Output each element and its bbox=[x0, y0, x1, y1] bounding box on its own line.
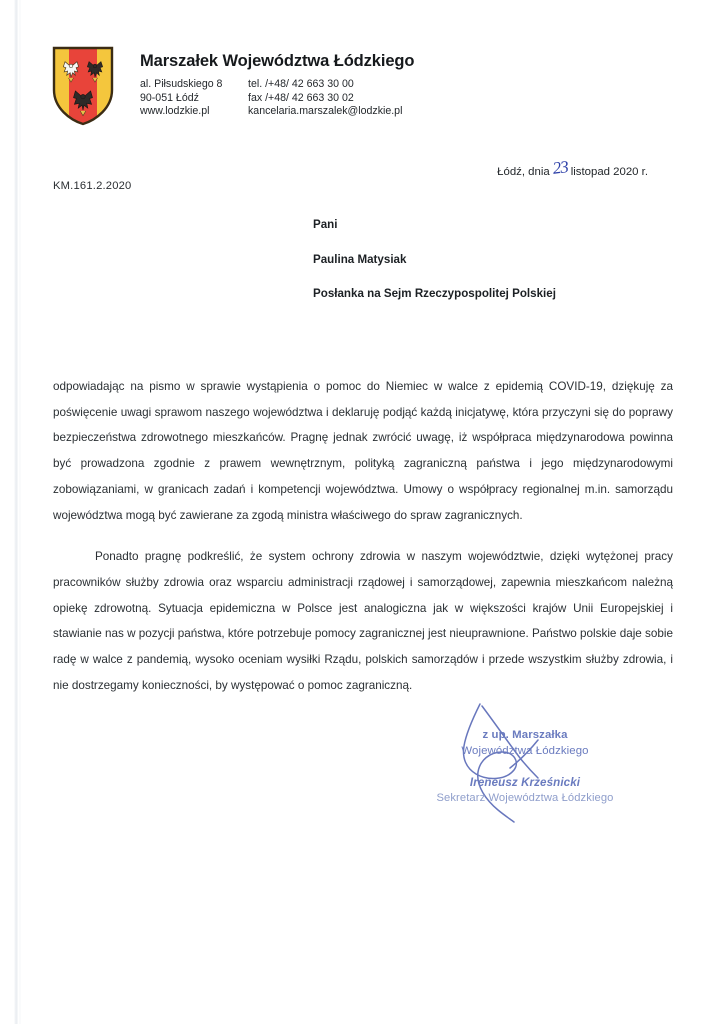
scan-edge-artifact bbox=[14, 0, 18, 1024]
letter-body bbox=[53, 374, 673, 700]
coat-of-arms-icon bbox=[52, 46, 114, 126]
telephone: tel. /+48/ 42 663 30 00 bbox=[248, 78, 354, 90]
address-street: al. Piłsudskiego 8 bbox=[140, 78, 223, 90]
contact-details bbox=[140, 78, 508, 119]
contact-comms-column bbox=[248, 78, 508, 119]
addressee-title: Posłanka na Sejm Rzeczypospolitej Polskiej bbox=[313, 287, 556, 301]
signature-on-behalf-line-2: Województwa Łódzkiego bbox=[461, 744, 589, 757]
dateline-city-prefix: Łódź, dnia bbox=[497, 166, 550, 178]
addressee-block bbox=[313, 219, 556, 300]
addressee-salutation: Pani bbox=[313, 218, 338, 231]
addressee-name: Paulina Matysiak bbox=[313, 252, 407, 266]
reference-number: KM.161.2.2020 bbox=[53, 180, 132, 192]
signer-title: Sekretarz Województwa Łódzkiego bbox=[436, 791, 614, 804]
dateline-month-year: listopad 2020 r. bbox=[570, 166, 648, 178]
dateline bbox=[497, 157, 648, 180]
organization-name: Marszałek Województwa Łódzkiego bbox=[140, 52, 415, 70]
signer-name: Ireneusz Krześnicki bbox=[469, 776, 581, 789]
letterhead bbox=[52, 44, 508, 126]
scan-edge-artifact-secondary bbox=[19, 0, 21, 1024]
signature-spacer bbox=[410, 759, 640, 775]
signature-text-lines bbox=[410, 728, 640, 806]
body-paragraph-1: odpowiadając na pismo w sprawie wystąpienia o pomoc do Niemiec w walce z epidemią COVID-19, dziękuję za poświęcenie uwagi sprawom naszego województwa i deklaruję podjąć każdą inicjatywę, która przyczyni się do poprawy bezpieczeństwa zdrowotnego mieszkańców. Pragnę jednak zwrócić uwagę, iż współpraca międzynarodowa powinna być prowadzona zgodnie z prawem wewnętrznym, polityką zagraniczną państwa i jego międzynarodowymi zobowiązaniami, w granicach zadań i kompetencji województwa. Umowy o współpracy regionalnej m.in. samorządu województwa mogą być zawierane za zgodą ministra właściwego do spraw zagranicznych. bbox=[53, 380, 673, 522]
handwritten-day: 23 bbox=[551, 157, 569, 178]
fax: fax /+48/ 42 663 30 02 bbox=[248, 91, 354, 104]
address-city: 90-051 Łódź bbox=[140, 91, 199, 104]
email-address[interactable]: kancelaria.marszalek@lodzkie.pl bbox=[248, 105, 403, 118]
body-paragraph-2: Ponadto pragnę podkreślić, że system ochrony zdrowia w naszym województwie, dzięki wytężonej pracy pracowników służby zdrowia oraz wsparciu administracji rządowej i samorządowej, zapewnia mieszkańcom należną opiekę zdrowotną. Sytuacja epidemiczna w Polsce jest analogiczna jak w większości krajów Unii Europejskiej i stawianie nas w pozycji państwa, które potrzebuje pomocy zagranicznej jest nieuprawnione. Państwo polskie daje sobie radę w walce z pandemią, wysoko oceniam wysiłki Rządu, polskich samorządów i przede wszystkim służby zdrowia, i nie dostrzegamy konieczności, by występować o pomoc zagraniczną. bbox=[53, 550, 673, 692]
signature-on-behalf-line-1: z up. Marszałka bbox=[482, 729, 568, 741]
website-url[interactable]: www.lodzkie.pl bbox=[140, 105, 210, 118]
signature-block bbox=[410, 700, 640, 825]
letterhead-text bbox=[140, 44, 508, 119]
contact-address-column bbox=[140, 78, 248, 119]
